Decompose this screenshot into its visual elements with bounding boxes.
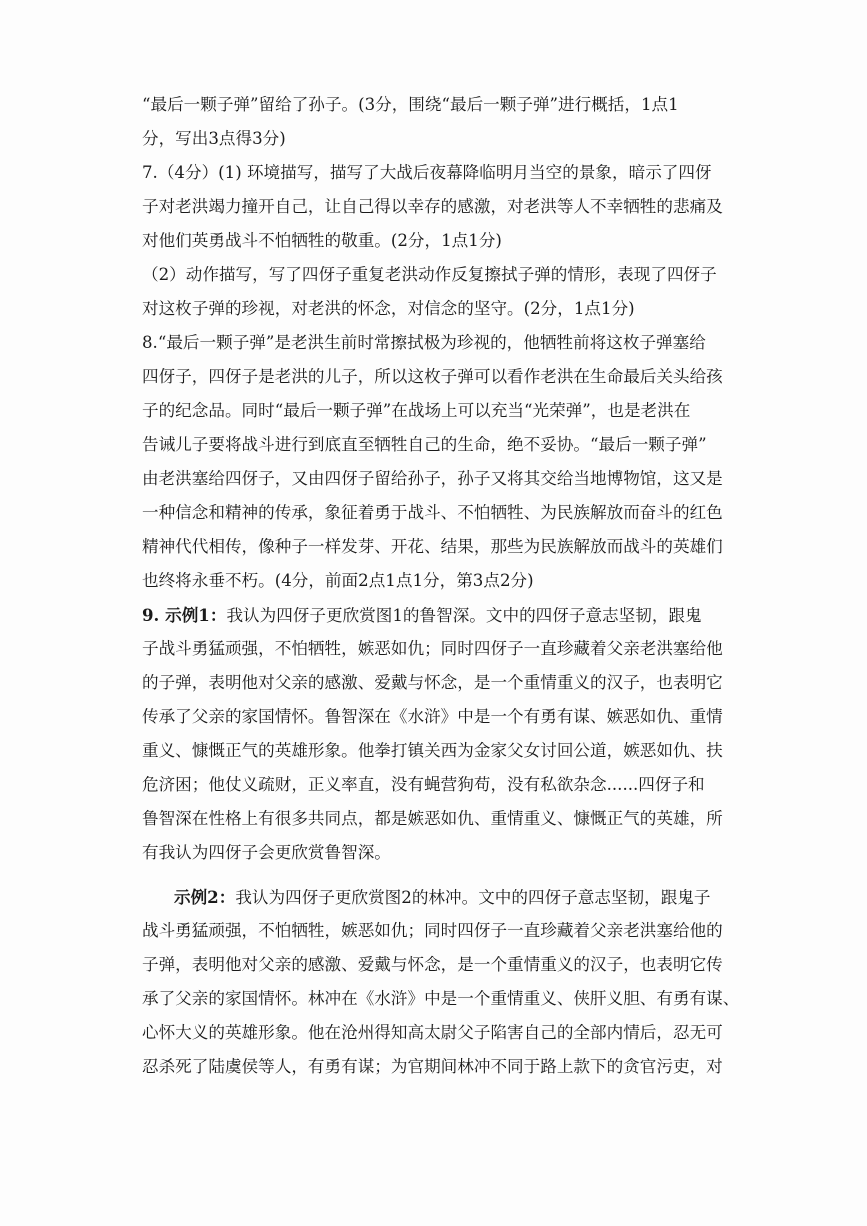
text-line: 鲁智深在性格上有很多共同点，都是嫉恶如仇、重情重义、慷慨正气的英雄，所	[142, 809, 723, 828]
text-line: 的子弹，表明他对父亲的感激、爱戴与怀念，是一个重情重义的汉子，也表明它	[142, 673, 723, 692]
example2-label: 示例2：	[174, 887, 236, 907]
text-line: 精神代代相传，像种子一样发芽、开花、结果，那些为民族解放而战斗的英雄们	[142, 537, 723, 556]
example1-text: 我认为四伢子更欣赏图1的鲁智深。文中的四伢子意志坚韧，跟鬼	[226, 606, 702, 625]
text-line: 战斗勇猛顽强，不怕牺牲，嫉恶如仇；同时四伢子一直珍藏着父亲老洪塞给他的	[142, 921, 723, 940]
example2-text: 我认为四伢子更欣赏图2的林冲。文中的四伢子意志坚韧，跟鬼子	[235, 888, 711, 907]
example2-first-line	[142, 880, 782, 914]
text-line: 告诫儿子要将战斗进行到底直至牺牲自己的生命，绝不妥协。“最后一颗子弹”	[142, 435, 707, 454]
text-line: 8.“最后一颗子弹”是老洪生前时常擦拭极为珍视的，他牺牲前将这枚子弹塞给	[142, 333, 706, 352]
text-line: 分，写出3点得3分)	[142, 129, 286, 148]
text-line: 子对老洪竭力撞开自己，让自己得以幸存的感激，对老洪等人不幸牺牲的悲痛及	[142, 197, 723, 216]
example1-label: 9. 示例1：	[142, 605, 227, 625]
text-line: 对这枚子弹的珍视，对老洪的怀念，对信念的坚守。(2分，1点1分)	[142, 299, 635, 318]
text-line: 子弹，表明他对父亲的感激、爱戴与怀念，是一个重情重义的汉子，也表明它传	[142, 955, 723, 974]
paragraph-gap	[142, 870, 782, 880]
answer-text	[142, 88, 782, 1084]
text-line: “最后一颗子弹”留给了孙子。(3分，围绕“最后一颗子弹”进行概括，1点1	[142, 95, 679, 114]
text-line: 危济困；他仗义疏财，正义率直，没有蝇营狗苟，没有私欲杂念......四伢子和	[142, 775, 705, 794]
text-line: 有我认为四伢子会更欣赏鲁智深。	[142, 843, 391, 862]
example1-first-line	[142, 598, 782, 632]
text-line: 传承了父亲的家国情怀。鲁智深在《水浒》中是一个有勇有谋、嫉恶如仇、重情	[142, 707, 723, 726]
text-line: 7.（4分）(1) 环境描写，描写了大战后夜幕降临明月当空的景象，暗示了四伢	[142, 163, 712, 182]
text-line: 子战斗勇猛顽强，不怕牺牲，嫉恶如仇；同时四伢子一直珍藏着父亲老洪塞给他	[142, 639, 723, 658]
text-line: 对他们英勇战斗不怕牺牲的敬重。(2分，1点1分)	[142, 231, 502, 250]
text-line: 承了父亲的家国情怀。林冲在《水浒》中是一个重情重义、侠肝义胆、有勇有谋、	[142, 989, 740, 1008]
text-line: 由老洪塞给四伢子，又由四伢子留给孙子，孙子又将其交给当地博物馆，这又是	[142, 469, 723, 488]
text-line: 四伢子，四伢子是老洪的儿子，所以这枚子弹可以看作老洪在生命最后关头给孩	[142, 367, 723, 386]
text-line: 也终将永垂不朽。(4分，前面2点1点1分，第3点2分)	[142, 571, 534, 590]
text-line: （2）动作描写，写了四伢子重复老洪动作反复擦拭子弹的情形，表现了四伢子	[142, 265, 717, 284]
text-line: 子的纪念品。同时“最后一颗子弹”在战场上可以充当“光荣弹”，也是老洪在	[142, 401, 691, 420]
text-line: 心怀大义的英雄形象。他在沧州得知高太尉父子陷害自己的全部内情后，忍无可	[142, 1023, 723, 1042]
text-line: 忍杀死了陆虞侯等人，有勇有谋；为官期间林冲不同于路上款下的贪官污吏，对	[142, 1057, 723, 1076]
text-line: 重义、慷慨正气的英雄形象。他拳打镇关西为金家父女讨回公道，嫉恶如仇、扶	[142, 741, 723, 760]
text-line: 一种信念和精神的传承，象征着勇于战斗、不怕牺牲、为民族解放而奋斗的红色	[142, 503, 723, 522]
